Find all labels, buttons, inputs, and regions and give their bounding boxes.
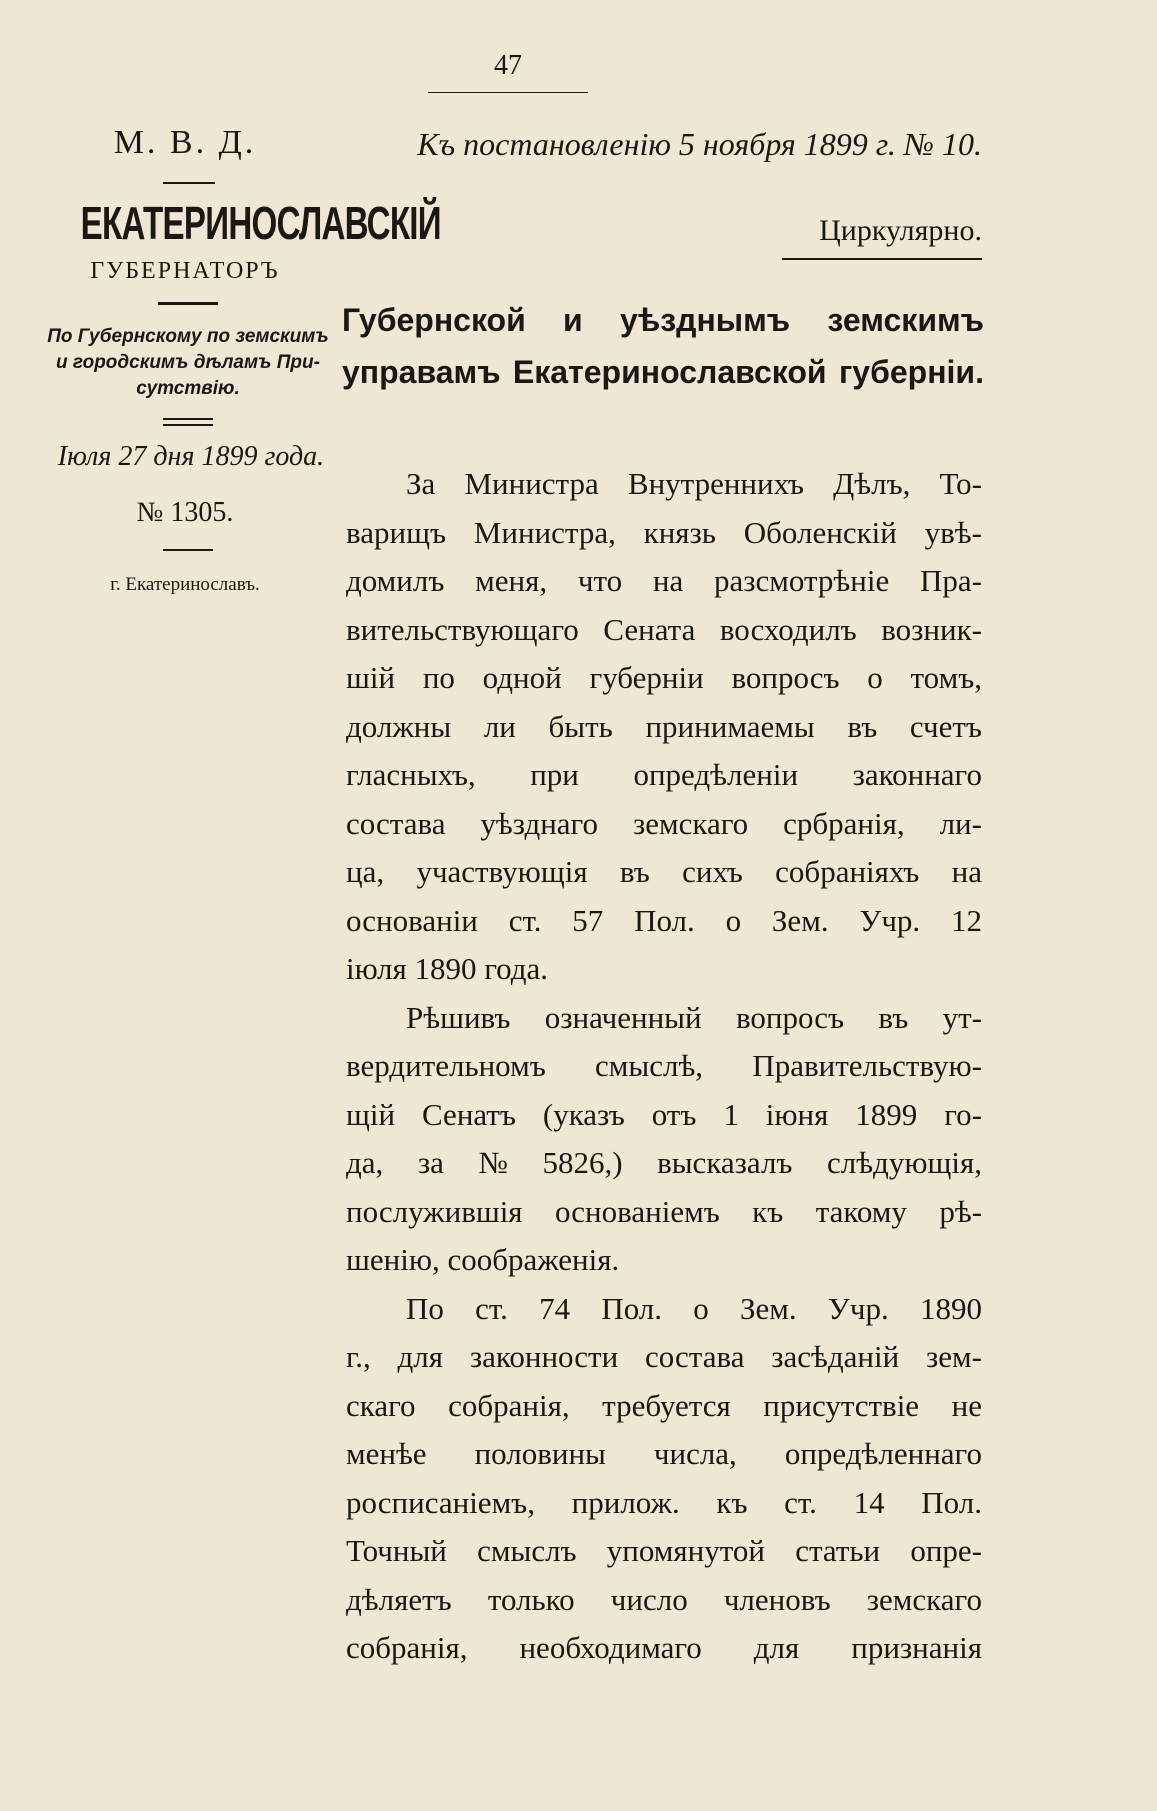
body-word: состава: [346, 805, 446, 841]
body-line: [346, 515, 982, 563]
body-line: [346, 806, 982, 854]
body-word: принимаемы: [645, 708, 815, 744]
department-line: сутствію.: [136, 378, 240, 399]
body-word: губерніи: [589, 660, 704, 695]
body-line: [346, 1097, 982, 1145]
body-word: такому: [815, 1193, 907, 1229]
body-line: [346, 660, 982, 708]
body-word: вопросъ: [731, 660, 840, 695]
body-word: шенію, соображенія.: [346, 1242, 620, 1277]
body-word: прилож.: [571, 1484, 680, 1520]
body-word: должны: [346, 708, 452, 744]
body-word: Министра: [464, 466, 599, 501]
body-word: половины: [474, 1436, 606, 1471]
body-word: къ: [752, 1193, 784, 1229]
body-word: ст.: [508, 902, 542, 938]
body-word: восходилъ: [719, 611, 857, 647]
body-word: смыслъ: [477, 1533, 577, 1568]
body-word: законности: [469, 1339, 619, 1374]
body-word: Точный: [346, 1533, 447, 1568]
body-line: [346, 1388, 982, 1436]
governor-title: ЕКАТЕРИНОСЛАВСКІЙ: [80, 197, 441, 249]
body-word: слѣдующія,: [826, 1145, 982, 1180]
body-word: 74: [539, 1290, 571, 1326]
body-word: Правительствую-: [752, 1048, 982, 1083]
body-word: То-: [939, 466, 982, 501]
addressee-line: [342, 302, 984, 339]
body-line: [406, 1291, 982, 1339]
registration-number: № 1305.: [136, 497, 234, 528]
page-number: 47: [494, 50, 522, 81]
body-word: щій: [346, 1096, 396, 1132]
body-word: послужившія: [346, 1193, 523, 1229]
body-word: только: [487, 1581, 575, 1617]
body-word: возник-: [881, 611, 982, 647]
body-word: да,: [346, 1145, 384, 1180]
body-word: состава: [645, 1339, 745, 1374]
body-word: Внутреннихъ: [627, 466, 804, 501]
body-word: для: [397, 1339, 444, 1374]
governor-subtitle: ГУБЕРНАТОРЪ: [90, 258, 280, 284]
body-word: 12: [951, 902, 982, 938]
body-word: Сената: [603, 611, 696, 647]
body-word: Учр.: [859, 902, 921, 938]
ministry-abbreviation: М. В. Д.: [113, 124, 257, 161]
body-word: Дѣлъ,: [833, 466, 911, 501]
body-line: [406, 1000, 982, 1048]
body-word: шій: [346, 660, 396, 695]
body-word: вердительномъ: [346, 1048, 546, 1083]
body-word: по: [422, 660, 455, 695]
body-word: Зем.: [771, 902, 829, 938]
body-line: [346, 563, 982, 611]
body-word: статьи: [795, 1533, 881, 1568]
addressee-word: Губернской: [342, 302, 526, 338]
body-line: [346, 1582, 982, 1630]
body-word: уѣзднаго: [480, 805, 599, 841]
body-word: о: [693, 1290, 709, 1326]
body-word: на: [951, 854, 982, 889]
body-word: дѣляетъ: [346, 1581, 452, 1617]
body-word: зем-: [926, 1339, 982, 1374]
body-line: [346, 1339, 982, 1387]
body-word: рѣ-: [939, 1193, 982, 1229]
body-word: 57: [572, 902, 604, 938]
body-word: ст.: [475, 1290, 508, 1326]
body-word: росписаніемъ,: [346, 1484, 535, 1520]
body-word: означенный: [544, 999, 702, 1035]
body-word: 14: [853, 1484, 885, 1520]
body-word: опредѣленіи: [633, 757, 799, 792]
body-word: скаго: [346, 1387, 416, 1423]
addressee-word: управамъ: [342, 354, 501, 390]
divider-rule: [163, 549, 213, 551]
body-word: земскаго: [866, 1581, 982, 1617]
place-of-issue: г. Екатеринославъ.: [110, 574, 260, 595]
body-line: [346, 757, 982, 805]
body-line: [346, 1145, 982, 1193]
addressee-word: губерніи.: [838, 354, 984, 390]
body-word: отъ: [651, 1096, 697, 1132]
body-word: о: [725, 902, 742, 938]
body-line: [346, 1533, 982, 1581]
body-word: смыслѣ,: [595, 1048, 704, 1083]
body-word: разсмотрѣніе: [714, 563, 890, 598]
addressee-line: [342, 354, 984, 391]
body-word: г.,: [346, 1339, 371, 1374]
body-word: Сенатъ: [422, 1096, 516, 1132]
body-word: въ: [847, 708, 878, 744]
body-word: Оболенскій: [743, 514, 897, 550]
body-word: требуется: [602, 1387, 731, 1423]
body-word: опре-: [910, 1533, 982, 1568]
body-word: за: [417, 1145, 444, 1180]
body-word: ли: [483, 708, 516, 744]
body-word: вопросъ: [735, 999, 845, 1035]
body-word: членовъ: [723, 1581, 831, 1617]
body-word: гласныхъ,: [346, 757, 476, 792]
body-word: одной: [482, 660, 562, 695]
body-line: [346, 1485, 982, 1533]
body-word: къ: [716, 1484, 748, 1520]
body-line: [406, 466, 982, 514]
body-word: участвующія: [416, 854, 588, 889]
body-word: земскаго: [632, 805, 749, 841]
body-word: присутствіе: [763, 1387, 920, 1423]
body-word: За: [406, 466, 436, 501]
body-word: ст.: [784, 1484, 817, 1520]
body-line: [346, 1436, 982, 1484]
body-word: собранія,: [346, 1630, 468, 1665]
divider-rule: [163, 182, 215, 184]
body-word: вительствующаго: [346, 611, 579, 647]
body-word: іюня: [765, 1096, 829, 1132]
body-line: [346, 1194, 982, 1242]
body-word: го-: [944, 1096, 982, 1132]
body-word: ут-: [942, 999, 982, 1035]
body-line: [346, 903, 982, 951]
addressee-word: земскимъ: [827, 302, 984, 338]
body-word: По: [406, 1290, 444, 1326]
body-word: варищъ: [346, 514, 446, 550]
department-block: [28, 324, 348, 402]
body-word: Пол.: [921, 1484, 982, 1520]
body-word: увѣ-: [924, 514, 982, 550]
body-word: ца,: [346, 854, 385, 889]
body-word: Зем.: [740, 1290, 797, 1326]
body-word: меня,: [475, 563, 548, 598]
body-word: собраніяхъ: [775, 854, 920, 889]
body-word: домилъ: [346, 563, 445, 598]
body-word: ли-: [939, 805, 982, 841]
body-word: на: [652, 563, 684, 598]
body-word: Министра,: [473, 514, 616, 550]
body-word: іюля 1890 года.: [346, 951, 549, 986]
body-word: Пол.: [601, 1290, 663, 1326]
body-line: [346, 612, 982, 660]
body-word: необходимаго: [519, 1630, 702, 1665]
body-word: о: [867, 660, 883, 695]
resolution-reference: Къ постановленію 5 ноября 1899 г. № 10.: [417, 126, 982, 162]
body-word: высказалъ: [657, 1145, 793, 1180]
body-word: менѣе: [346, 1436, 427, 1471]
body-word: 5826,): [542, 1145, 623, 1180]
document-date: Іюля 27 дня 1899 года.: [57, 441, 325, 472]
body-line: [346, 1048, 982, 1096]
divider-rule: [158, 302, 218, 305]
circular-label: Циркулярно.: [819, 214, 982, 247]
body-word: въ: [619, 854, 650, 889]
body-word: основаніи: [346, 902, 478, 938]
body-line: [346, 1630, 982, 1678]
body-line: [346, 709, 982, 757]
body-line: [346, 951, 982, 999]
body-word: опредѣленнаго: [784, 1436, 982, 1471]
page-number-rule: [428, 92, 588, 93]
addressee-word: Екатеринославской: [512, 354, 827, 390]
body-word: не: [951, 1387, 982, 1423]
body-word: Учр.: [827, 1290, 889, 1326]
body-word: для: [753, 1630, 800, 1665]
body-word: србранія,: [783, 805, 905, 841]
body-word: №: [478, 1145, 508, 1180]
body-word: 1899: [855, 1096, 918, 1132]
body-word: Пра-: [920, 563, 982, 598]
circular-underline: [782, 258, 982, 260]
body-word: число: [610, 1581, 688, 1617]
body-word: законнаго: [852, 757, 982, 792]
body-word: основаніемъ: [555, 1193, 720, 1229]
body-line: [346, 1242, 982, 1290]
body-word: 1890: [919, 1290, 982, 1326]
body-word: засѣданій: [771, 1339, 900, 1374]
body-word: что: [577, 563, 623, 598]
body-word: быть: [548, 708, 613, 744]
department-line: По Губернскому по земскимъ: [47, 326, 329, 347]
body-word: въ: [878, 999, 909, 1035]
body-line: [346, 854, 982, 902]
body-word: собранія,: [448, 1387, 570, 1423]
body-word: при: [530, 757, 579, 792]
body-word: Рѣшивъ: [406, 999, 511, 1035]
body-word: (указъ: [542, 1096, 625, 1132]
body-word: князь: [643, 514, 716, 550]
department-line: и городскимъ дѣламъ При-: [56, 352, 320, 373]
divider-rule: [163, 424, 213, 426]
body-word: сихъ: [682, 854, 743, 889]
addressee-word: уѣзднымъ: [619, 302, 791, 338]
body-word: томъ,: [910, 660, 982, 695]
divider-rule: [163, 418, 213, 420]
body-word: Пол.: [634, 902, 695, 938]
body-word: упомянутой: [606, 1533, 765, 1568]
body-word: 1: [723, 1096, 739, 1132]
body-word: числа,: [653, 1436, 737, 1471]
body-word: счетъ: [909, 708, 982, 744]
addressee-word: и: [563, 302, 583, 338]
body-word: признанія: [851, 1630, 982, 1665]
